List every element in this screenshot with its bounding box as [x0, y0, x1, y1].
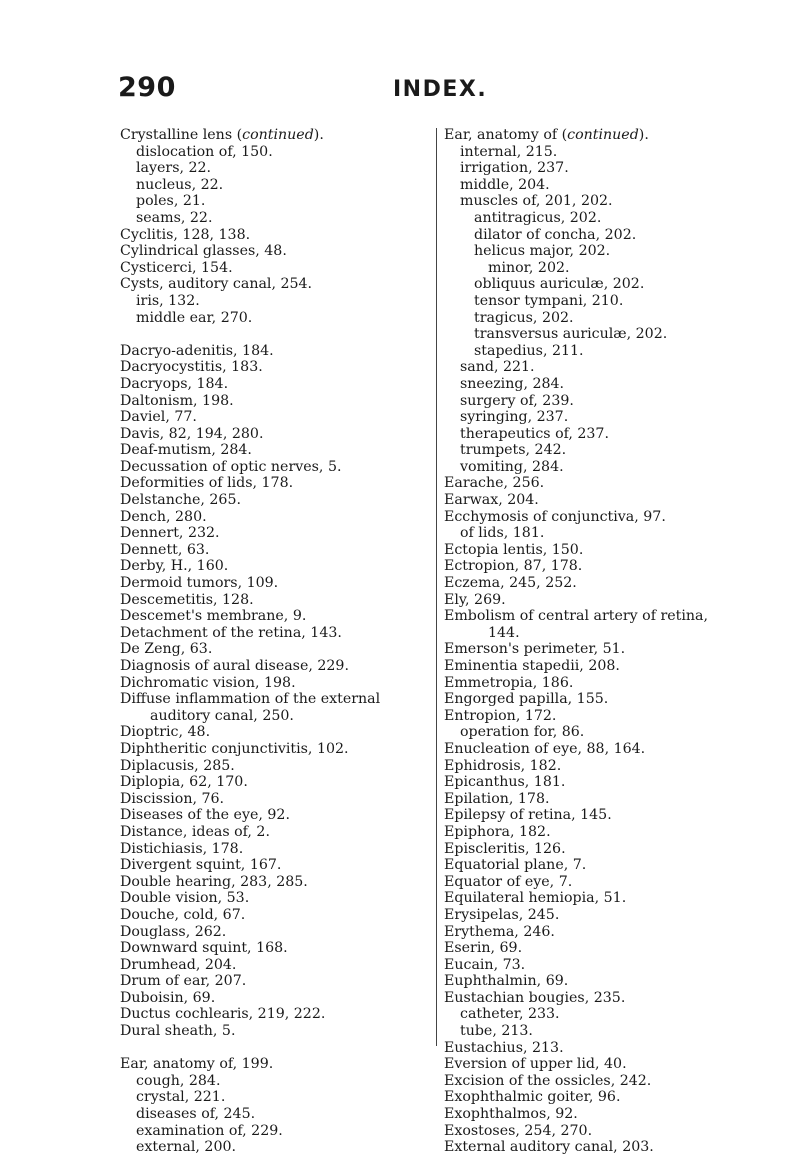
index-entry	[120, 957, 440, 974]
entry-text: Exostoses, 254, 270.	[444, 1122, 593, 1139]
entry-text: helicus major, 202.	[474, 243, 611, 260]
entry-text: Engorged papilla, 155.	[444, 691, 609, 708]
entry-text: Eczema, 245, 252.	[444, 575, 577, 592]
entry-text: Derby, H., 160.	[120, 558, 229, 575]
entry-text: catheter, 233.	[460, 1006, 560, 1023]
entry-text: Epilepsy of retina, 145.	[444, 807, 612, 824]
index-entry	[444, 890, 744, 907]
entry-text: Drum of ear, 207.	[120, 973, 247, 990]
index-subentry	[444, 1006, 744, 1023]
index-entry	[444, 957, 744, 974]
entry-text: Diphtheritic conjunctivitis, 102.	[120, 740, 349, 757]
entry-text: Divergent squint, 167.	[120, 857, 282, 874]
index-entry	[444, 641, 744, 658]
entry-text: Ectropion, 87, 178.	[444, 558, 583, 575]
entry-text: Downward squint, 168.	[120, 940, 288, 957]
entry-text: external, 200.	[136, 1139, 237, 1156]
entry-text: syringing, 237.	[460, 409, 569, 426]
entry-text: Duboisin, 69.	[120, 989, 216, 1006]
index-entry	[120, 641, 440, 658]
index-subentry	[444, 459, 744, 476]
index-entry	[120, 874, 440, 891]
index-entry	[120, 1023, 440, 1040]
entry-text: Cylindrical glasses, 48.	[120, 243, 287, 260]
index-entry	[120, 608, 440, 625]
index-subentry	[444, 343, 744, 360]
index-subentry	[120, 177, 440, 194]
index-entry	[444, 542, 744, 559]
entry-text: Cysticerci, 154.	[120, 259, 233, 276]
index-subentry	[444, 276, 744, 293]
index-entry	[120, 426, 440, 443]
entry-text: Erythema, 246.	[444, 923, 555, 940]
index-entry	[120, 658, 440, 675]
index-entry	[120, 475, 440, 492]
index-entry	[444, 857, 744, 874]
entry-text: Epilation, 178.	[444, 790, 550, 807]
entry-text: Detachment of the retina, 143.	[120, 624, 342, 641]
index-entry	[120, 542, 440, 559]
index-entry	[120, 1006, 440, 1023]
index-subentry	[444, 409, 744, 426]
index-entry	[444, 558, 744, 575]
entry-text: poles, 21.	[136, 193, 206, 210]
entry-continued: continued	[242, 127, 314, 143]
entry-text: Dermoid tumors, 109.	[120, 575, 279, 592]
index-entry	[444, 708, 744, 725]
entry-text: Equator of eye, 7.	[444, 873, 573, 890]
index-entry	[120, 359, 440, 376]
entry-text: Diffuse inflammation of the external	[120, 691, 381, 708]
index-entry	[120, 227, 440, 244]
entry-text: Equatorial plane, 7.	[444, 857, 587, 874]
entry-text: Excision of the ossicles, 242.	[444, 1072, 652, 1089]
entry-text: Daltonism, 198.	[120, 392, 234, 409]
index-entry	[444, 841, 744, 858]
entry-text: Daviel, 77.	[120, 409, 197, 426]
index-subentry	[444, 193, 744, 210]
index-subentry	[120, 1106, 440, 1123]
entry-text: Ear, anatomy of (	[444, 127, 568, 143]
index-entry	[120, 592, 440, 609]
entry-text: trumpets, 242.	[460, 442, 567, 459]
index-subentry	[444, 293, 744, 310]
index-entry	[444, 758, 744, 775]
entry-text: Douglass, 262.	[120, 923, 227, 940]
entry-text: Equilateral hemiopia, 51.	[444, 890, 627, 907]
index-subentry	[120, 1139, 440, 1156]
entry-text: operation for, 86.	[460, 724, 585, 741]
entry-text: Double vision, 53.	[120, 890, 250, 907]
index-column-right	[444, 127, 744, 1156]
index-entry	[444, 675, 744, 692]
index-entry	[120, 459, 440, 476]
entry-text: middle, 204.	[460, 176, 550, 193]
entry-text: Ductus cochlearis, 219, 222.	[120, 1006, 326, 1023]
entry-text: Double hearing, 283, 285.	[120, 873, 308, 890]
index-entry	[444, 824, 744, 841]
entry-text: Ely, 269.	[444, 591, 506, 608]
index-subentry	[444, 724, 744, 741]
index-subentry	[120, 1073, 440, 1090]
index-entry	[444, 1139, 744, 1156]
entry-text: irrigation, 237.	[460, 160, 569, 177]
entry-text: surgery of, 239.	[460, 392, 574, 409]
entry-text: Ectopia lentis, 150.	[444, 541, 584, 558]
entry-text: vomiting, 284.	[460, 458, 564, 475]
index-entry	[120, 774, 440, 791]
index-entry	[120, 724, 440, 741]
index-subentry	[120, 708, 440, 725]
index-entry	[120, 741, 440, 758]
index-entry	[444, 791, 744, 808]
index-entry	[120, 973, 440, 990]
entry-text: Eucain, 73.	[444, 956, 526, 973]
index-subentry	[444, 177, 744, 194]
entry-text: Dichromatic vision, 198.	[120, 674, 296, 691]
entry-text: Diseases of the eye, 92.	[120, 807, 290, 824]
index-entry	[120, 907, 440, 924]
index-entry	[120, 343, 440, 360]
entry-text: dilator of concha, 202.	[474, 226, 637, 243]
entry-text: Earwax, 204.	[444, 492, 539, 509]
entry-text: tube, 213.	[460, 1023, 533, 1040]
index-entry	[120, 1056, 440, 1073]
index-entry	[444, 492, 744, 509]
index-entry	[120, 393, 440, 410]
entry-text: Descemet's membrane, 9.	[120, 608, 307, 625]
index-subentry	[120, 1123, 440, 1140]
entry-text: sand, 221.	[460, 359, 535, 376]
entry-text: Enucleation of eye, 88, 164.	[444, 740, 646, 757]
index-subentry	[120, 210, 440, 227]
entry-text: iris, 132.	[136, 292, 200, 309]
entry-text: Erysipelas, 245.	[444, 906, 560, 923]
entry-text: Douche, cold, 67.	[120, 906, 246, 923]
entry-text: nucleus, 22.	[136, 176, 224, 193]
index-entry	[120, 890, 440, 907]
index-subentry	[444, 260, 744, 277]
index-entry	[120, 940, 440, 957]
entry-text: minor, 202.	[488, 259, 570, 276]
entry-text: Exophthalmos, 92.	[444, 1106, 578, 1123]
index-entry	[444, 973, 744, 990]
index-subentry	[444, 326, 744, 343]
index-entry	[444, 1123, 744, 1140]
entry-text: Eustachius, 213.	[444, 1039, 564, 1056]
index-entry	[444, 592, 744, 609]
index-entry	[120, 409, 440, 426]
index-entry	[444, 509, 744, 526]
index-entry	[444, 874, 744, 891]
entry-text: Decussation of optic nerves, 5.	[120, 458, 342, 475]
entry-text: Ephidrosis, 182.	[444, 757, 562, 774]
entry-text: Distichiasis, 178.	[120, 840, 244, 857]
index-subentry	[444, 227, 744, 244]
index-entry	[120, 558, 440, 575]
index-entry	[444, 1040, 744, 1057]
entry-text: cough, 284.	[136, 1072, 221, 1089]
index-entry	[444, 774, 744, 791]
entry-text: auditory canal, 250.	[150, 707, 294, 724]
index-subentry	[120, 144, 440, 161]
index-entry	[120, 857, 440, 874]
index-entry	[444, 1073, 744, 1090]
entry-text: layers, 22.	[136, 160, 212, 177]
column-divider	[436, 128, 437, 1046]
index-entry	[444, 1056, 744, 1073]
entry-text: antitragicus, 202.	[474, 209, 602, 226]
entry-text: Dacryo-adenitis, 184.	[120, 342, 274, 359]
index-subentry	[444, 210, 744, 227]
entry-tail: ).	[638, 127, 649, 143]
entry-text: Descemetitis, 128.	[120, 591, 254, 608]
entry-text: Cysts, auditory canal, 254.	[120, 276, 313, 293]
entry-text: Embolism of central artery of retina,	[444, 608, 708, 625]
entry-text: Dennett, 63.	[120, 541, 210, 558]
index-entry	[120, 758, 440, 775]
entry-text: Dennert, 232.	[120, 525, 220, 542]
entry-text: examination of, 229.	[136, 1122, 283, 1139]
entry-text: Entropion, 172.	[444, 707, 557, 724]
entry-text: Discission, 76.	[120, 790, 225, 807]
index-entry	[120, 841, 440, 858]
entry-text: Diplacusis, 285.	[120, 757, 235, 774]
entry-tail: ).	[313, 127, 324, 143]
entry-text: Euphthalmin, 69.	[444, 973, 569, 990]
index-entry	[444, 990, 744, 1007]
entry-text: Eminentia stapedii, 208.	[444, 658, 620, 674]
index-entry	[444, 807, 744, 824]
index-entry	[120, 127, 440, 144]
entry-text: Dural sheath, 5.	[120, 1023, 236, 1040]
index-subentry	[444, 442, 744, 459]
index-entry	[120, 276, 440, 293]
index-entry	[120, 525, 440, 542]
entry-text: Exophthalmic goiter, 96.	[444, 1089, 621, 1106]
entry-text: stapedius, 211.	[474, 342, 584, 359]
entry-text: Diplopia, 62, 170.	[120, 774, 248, 791]
entry-text: dislocation of, 150.	[136, 143, 273, 160]
page-header	[0, 72, 800, 112]
entry-text: Epiphora, 182.	[444, 823, 551, 840]
entry-text: Crystalline lens (	[120, 127, 243, 143]
index-subentry	[444, 625, 744, 642]
index-entry	[444, 691, 744, 708]
index-entry	[120, 509, 440, 526]
entry-text: Eustachian bougies, 235.	[444, 989, 626, 1006]
entry-text: De Zeng, 63.	[120, 641, 213, 658]
index-subentry	[444, 393, 744, 410]
index-subentry	[444, 359, 744, 376]
index-entry	[444, 907, 744, 924]
index-entry	[120, 824, 440, 841]
entry-text: 144.	[488, 624, 520, 641]
index-entry	[444, 940, 744, 957]
index-entry	[120, 442, 440, 459]
entry-text: transversus auriculæ, 202.	[474, 326, 668, 343]
entry-text: Dacryocystitis, 183.	[120, 359, 263, 376]
entry-text: tensor tympani, 210.	[474, 292, 624, 309]
entry-text: sneezing, 284.	[460, 375, 565, 392]
index-entry	[120, 575, 440, 592]
entry-text: tragicus, 202.	[474, 309, 574, 326]
entry-text: seams, 22.	[136, 209, 213, 226]
entry-text: muscles of, 201, 202.	[460, 193, 613, 210]
entry-text: Ear, anatomy of, 199.	[120, 1056, 274, 1073]
entry-text: Eserin, 69.	[444, 940, 523, 957]
entry-text: Distance, ideas of, 2.	[120, 823, 270, 840]
entry-text: crystal, 221.	[136, 1089, 226, 1106]
entry-text: obliquus auriculæ, 202.	[474, 276, 645, 293]
index-entry	[444, 608, 744, 625]
entry-text: Emmetropia, 186.	[444, 674, 574, 691]
index-entry	[120, 990, 440, 1007]
entry-text: External auditory canal, 203.	[444, 1139, 654, 1156]
entry-text: Cyclitis, 128, 138.	[120, 226, 251, 243]
index-entry	[444, 1089, 744, 1106]
entry-text: of lids, 181.	[460, 525, 545, 542]
index-entry	[120, 492, 440, 509]
entry-text: Epicanthus, 181.	[444, 774, 566, 791]
index-entry	[444, 924, 744, 941]
index-subentry	[120, 1089, 440, 1106]
index-subentry	[444, 144, 744, 161]
index-subentry	[120, 310, 440, 327]
index-entry	[120, 243, 440, 260]
index-subentry	[444, 1023, 744, 1040]
entry-text: Dioptric, 48.	[120, 724, 211, 741]
index-entry	[444, 127, 744, 144]
index-entry	[444, 1106, 744, 1123]
entry-text: Eversion of upper lid, 40.	[444, 1056, 627, 1073]
entry-text: middle ear, 270.	[136, 309, 253, 326]
entry-text: Episcleritis, 126.	[444, 840, 566, 857]
index-column-left	[120, 127, 440, 1156]
entry-text: Ecchymosis of conjunctiva, 97.	[444, 508, 666, 525]
index-subentry	[444, 160, 744, 177]
index-entry	[120, 691, 440, 708]
index-subentry	[444, 376, 744, 393]
index-entry	[120, 675, 440, 692]
index-subentry	[444, 525, 744, 542]
index-entry	[120, 260, 440, 277]
index-entry	[120, 807, 440, 824]
entry-text: Deformities of lids, 178.	[120, 475, 294, 492]
index-entry	[444, 575, 744, 592]
index-entry	[120, 625, 440, 642]
entry-continued: continued	[567, 127, 639, 143]
entry-text: Delstanche, 265.	[120, 492, 241, 509]
index-entry	[120, 791, 440, 808]
entry-text: Dench, 280.	[120, 508, 207, 525]
index-entry	[444, 475, 744, 492]
index-subentry	[444, 310, 744, 327]
index-subentry	[120, 293, 440, 310]
entry-text: Emerson's perimeter, 51.	[444, 641, 626, 658]
entry-text: Drumhead, 204.	[120, 956, 237, 973]
entry-text: internal, 215.	[460, 143, 558, 160]
index-subentry	[120, 193, 440, 210]
index-entry	[444, 741, 744, 758]
entry-text: Diagnosis of aural disease, 229.	[120, 658, 349, 674]
entry-text: therapeutics of, 237.	[460, 425, 609, 442]
index-subentry	[444, 243, 744, 260]
page-number: 290	[118, 72, 176, 103]
index-entry	[120, 376, 440, 393]
index-subentry	[444, 426, 744, 443]
running-head: INDEX.	[393, 77, 488, 102]
entry-text: Davis, 82, 194, 280.	[120, 425, 264, 442]
entry-text: Dacryops, 184.	[120, 375, 229, 392]
index-entry	[120, 924, 440, 941]
entry-text: Deaf-mutism, 284.	[120, 442, 252, 459]
index-subentry	[120, 160, 440, 177]
index-entry	[444, 658, 744, 675]
entry-text: diseases of, 245.	[136, 1106, 256, 1123]
entry-text: Earache, 256.	[444, 475, 545, 492]
